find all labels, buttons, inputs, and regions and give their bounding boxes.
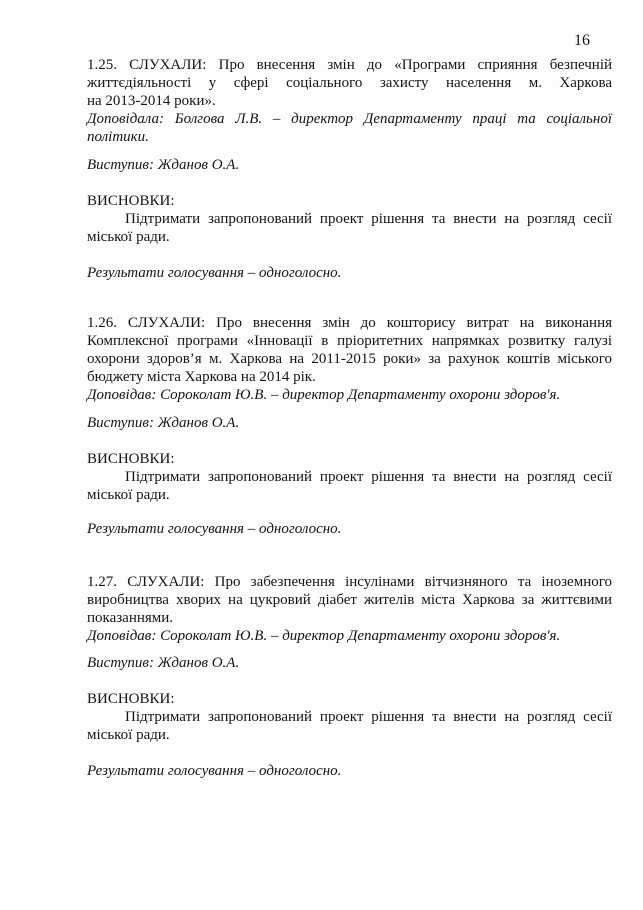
heard-line-4: бюджету міста Харкова на 2014 рік. [87, 369, 316, 385]
heard-label: СЛУХАЛИ: [127, 574, 205, 590]
reporter-line-1: Доповідав: Сороколат Ю.В. – директор Департаменту охорони здоров'я. [87, 387, 561, 403]
heard-line-2: життєдіяльності у сфері соціального захисту населення м. Харкова [87, 75, 612, 91]
agenda-item-1-27 [87, 573, 612, 779]
voting-results: Результати голосування – одноголосно. [87, 521, 342, 537]
agenda-item-1-25 [87, 56, 613, 281]
heard-paragraph [87, 56, 612, 110]
heard-label: СЛУХАЛИ: [127, 315, 206, 331]
conclusions-line-2: міської ради. [87, 727, 170, 743]
heard-line-2: виробництва хворих на цукровий діабет жителів міста Харкова за життєвими [87, 592, 612, 608]
conclusions-title: ВИСНОВКИ: [87, 451, 175, 467]
conclusions-title: ВИСНОВКИ: [87, 691, 175, 707]
conclusions-line-2: міської ради. [87, 487, 170, 503]
heard-text: Про внесення змін до кошторису витрат на виконання [216, 315, 613, 331]
heard-line-3: на 2013-2014 роки». [87, 93, 216, 109]
reporter-line-2: політики. [87, 129, 149, 145]
conclusions-line-1: Підтримати запропонований проект рішення та внести на розгляд сесії [125, 709, 612, 725]
heard-line-3: показаннями. [87, 610, 174, 626]
conclusions-text [87, 210, 612, 246]
heard-line-3: охорони здоров’я м. Харкова на 2011-2015 роки» за рахунок коштів міського [87, 351, 612, 367]
heard-line-1 [87, 573, 612, 591]
voting-results: Результати голосування – одноголосно. [87, 265, 342, 281]
heard-line-1 [87, 56, 612, 74]
heard-label: СЛУХАЛИ: [129, 57, 207, 73]
heard-text: Про внесення змін до «Програми сприяння безпечній [218, 57, 613, 73]
page-number: 16 [574, 32, 590, 49]
item-number: 1.26. [87, 315, 117, 331]
reporter [87, 110, 612, 146]
agenda-item-1-26 [87, 314, 613, 537]
conclusions-text [87, 708, 612, 744]
reporter-line-1: Доповідав: Сороколат Ю.В. – директор Департаменту охорони здоров'я. [87, 628, 561, 644]
heard-paragraph [87, 573, 612, 627]
item-number: 1.25. [87, 57, 117, 73]
item-number: 1.27. [87, 574, 117, 590]
reporter [87, 386, 612, 404]
reporter-line-1: Доповідала: Болгова Л.В. – директор Департаменту праці та соціальної [87, 111, 612, 127]
speaker: Виступив: Жданов О.А. [87, 415, 240, 431]
conclusions-line-1: Підтримати запропонований проект рішення та внести на розгляд сесії [125, 469, 612, 485]
speaker: Виступив: Жданов О.А. [87, 157, 240, 173]
heard-text: Про забезпечення інсулінами вітчизняного та іноземного [214, 574, 612, 590]
speaker: Виступив: Жданов О.А. [87, 655, 240, 671]
heard-paragraph [87, 314, 612, 386]
conclusions-line-1: Підтримати запропонований проект рішення та внести на розгляд сесії [125, 211, 612, 227]
conclusions-line-2: міської ради. [87, 229, 170, 245]
conclusions-title: ВИСНОВКИ: [87, 193, 175, 209]
conclusions-text [87, 468, 612, 504]
heard-line-1 [87, 314, 612, 332]
voting-results: Результати голосування – одноголосно. [87, 763, 342, 779]
heard-line-2: Комплексної програми «Інновації в пріоритетних напрямках розвитку галузі [87, 333, 612, 349]
reporter [87, 627, 612, 645]
